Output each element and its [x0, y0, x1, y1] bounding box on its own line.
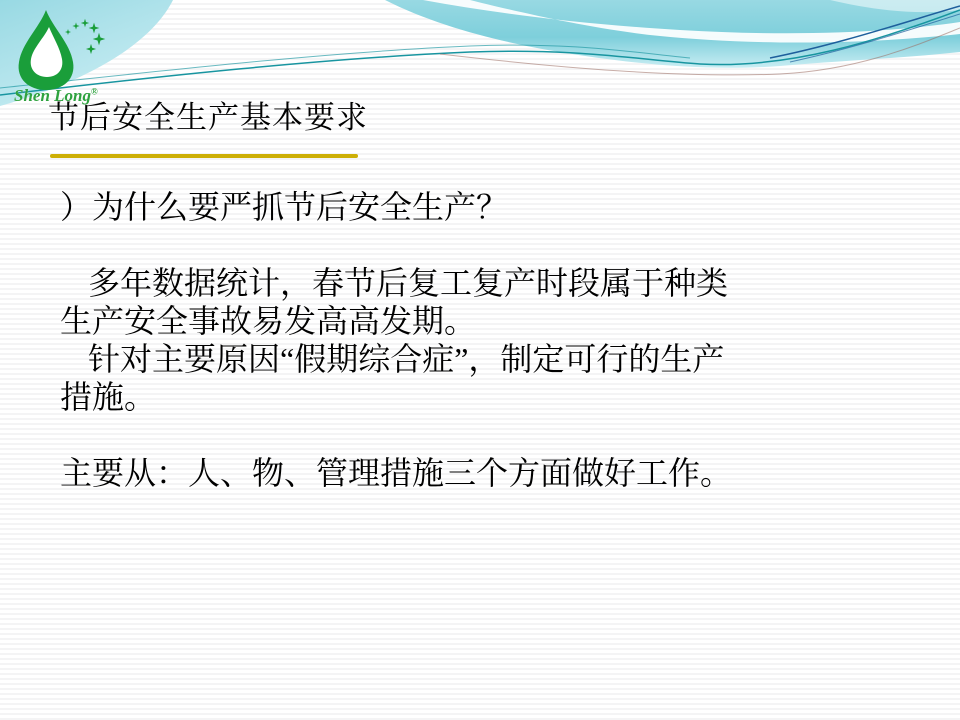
body-line — [60, 226, 920, 264]
droplet-stars-icon — [10, 6, 110, 92]
shenlong-logo — [10, 6, 130, 110]
brand-text — [14, 86, 98, 106]
header-wave-decoration — [0, 0, 960, 175]
brand-name: Shen Long — [14, 86, 91, 105]
body-line: 针对主要原因“假期综合症”，制定可行的生产 — [88, 341, 725, 377]
body-line — [60, 416, 920, 454]
body-text — [60, 188, 920, 492]
body-line: 生产安全事故易发高高发期。 — [60, 303, 477, 339]
body-line: 多年数据统计，春节后复工复产时段属于种类 — [88, 265, 729, 301]
registered-mark: ® — [91, 86, 98, 97]
body-line: 措施。 — [60, 379, 157, 415]
title-underline — [50, 154, 358, 158]
body-line: 主要从：人、物、管理措施三个方面做好工作。 — [60, 455, 733, 491]
page-title: 节后安全生产基本要求 — [48, 100, 368, 135]
body-line: ）为什么要严抓节后安全生产？ — [60, 189, 509, 225]
